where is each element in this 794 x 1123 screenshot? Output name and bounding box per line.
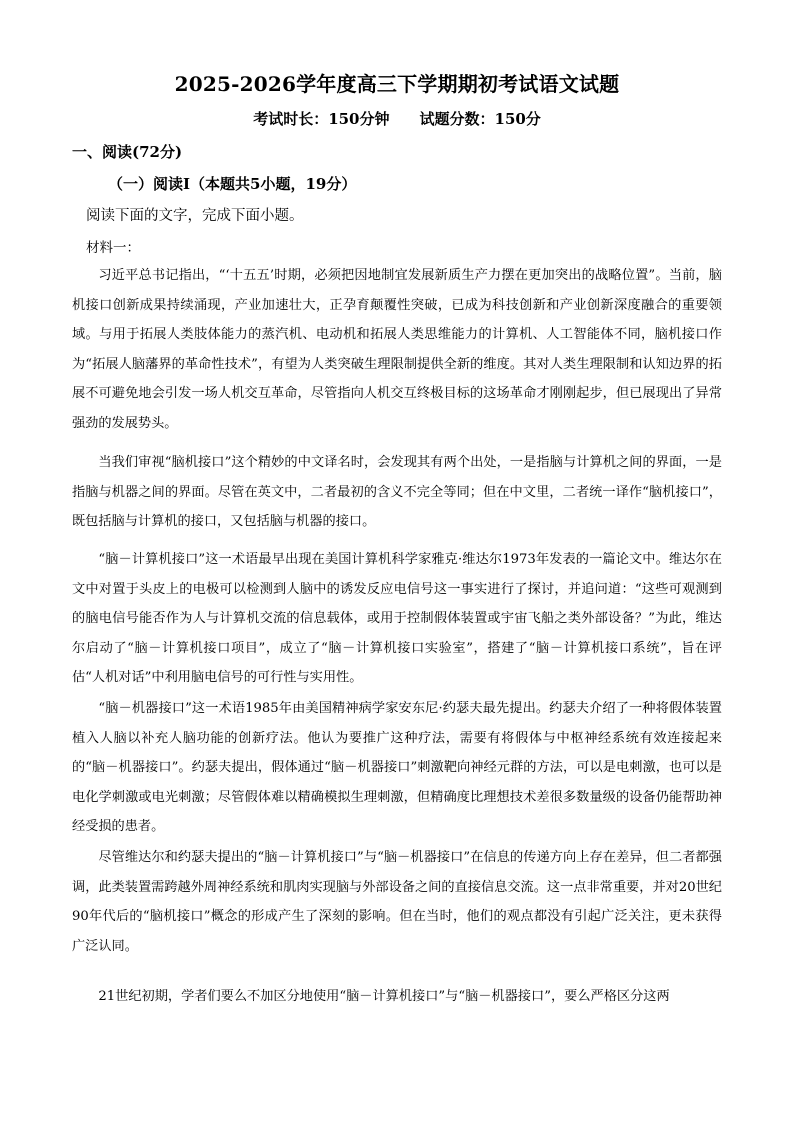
paragraph: 习近平总书记指出，“‘十五五’时期，必须把因地制宜发展新质生产力摆在更加突出的战略位置”。当前，脑机接口创新成果持续涌现，产业加速壮大，正孕育颠覆性突破，已成为科技创新和产业创新深度融合的重要领域。与用于拓展人类肢体能力的蒸汽机、电动机和拓展人类思维能力的计算机、人工智能体不同，脑机接口作为“拓展人脑藩界的革命性技术”，有望为人类突破生理限制提供全新的维度。其对人类生理限制和认知边界的拓展不可避免地会引发一场人机交互革命，尽管指向人机交互终极目标的这场革命才刚刚起步，但已展现出了异常强劲的发展势头。 <box>72 268 722 431</box>
section-heading: 一、阅读(72分) <box>72 143 183 161</box>
paragraph: 当我们审视“脑机接口”这个精妙的中文译名时，会发现其有两个出处，一是指脑与计算机之间的界面，一是指脑与机器之间的界面。尽管在英文中，二者最初的含义不完全等同；但在中文里，二者统一译作“脑机接口”，既包括脑与计算机的接口，又包括脑与机器的接口。 <box>72 455 722 529</box>
material-label: 材料一： <box>86 240 140 256</box>
paragraph: 21世纪初期，学者们要么不加区分地使用“脑－计算机接口”与“脑－机器接口”，要么严格区分这两 <box>98 989 670 1004</box>
exam-duration: 考试时长：150分钟 <box>253 110 390 128</box>
exam-score: 试题分数：150分 <box>419 110 541 128</box>
paragraph: “脑－计算机接口”这一术语最早出现在美国计算机科学家雅克·维达尔1973年发表的一篇论文中。维达尔在文中对置于头皮上的电极可以检测到人脑中的诱发反应电信号这一事实进行了探讨，并追问道：“这些可观测到的脑电信号能否作为人与计算机交流的信息载体，或用于控制假体装置或宇宙飞船之类外部设备？”为此，维达尔启动了“脑－计算机接口项目”，成立了“脑－计算机接口实验室”，搭建了“脑－计算机接口系统”，旨在评估“人机对话”中利用脑电信号的可行性与实用性。 <box>72 552 722 685</box>
paragraph: 尽管维达尔和约瑟夫提出的“脑－计算机接口”与“脑－机器接口”在信息的传递方向上存在差异，但二者都强调，此类装置需跨越外周神经系统和肌肉实现脑与外部设备之间的直接信息交流。这一点非常重要，并对20世纪90年代后的“脑机接口”概念的形成产生了深刻的影响。但在当时，他们的观点都没有引起广泛关注，更未获得广泛认同。 <box>72 850 722 954</box>
paragraph: “脑－机器接口”这一术语1985年由美国精神病学家安东尼·约瑟夫最先提出。约瑟夫介绍了一种将假体装置植入人脑以补充人脑功能的创新疗法。他认为要推广这种疗法，需要有将假体与中枢神经系统有效连接起来的“脑－机器接口”。约瑟夫提出，假体通过“脑－机器接口”刺激靶向神经元群的方法，可以是电刺激，也可以是电化学刺激或电光刺激；尽管假体难以精确模拟生理刺激，但精确度比理想技术差很多数量级的设备仍能帮助神经受损的患者。 <box>72 701 722 834</box>
exam-info <box>0 108 794 129</box>
exam-title: 2025-2026学年度高三下学期期初考试语文试题 <box>174 72 620 96</box>
reading-instruction: 阅读下面的文字，完成下面小题。 <box>86 208 304 224</box>
subsection-heading: （一）阅读Ⅰ（本题共5小题，19分） <box>108 175 357 193</box>
